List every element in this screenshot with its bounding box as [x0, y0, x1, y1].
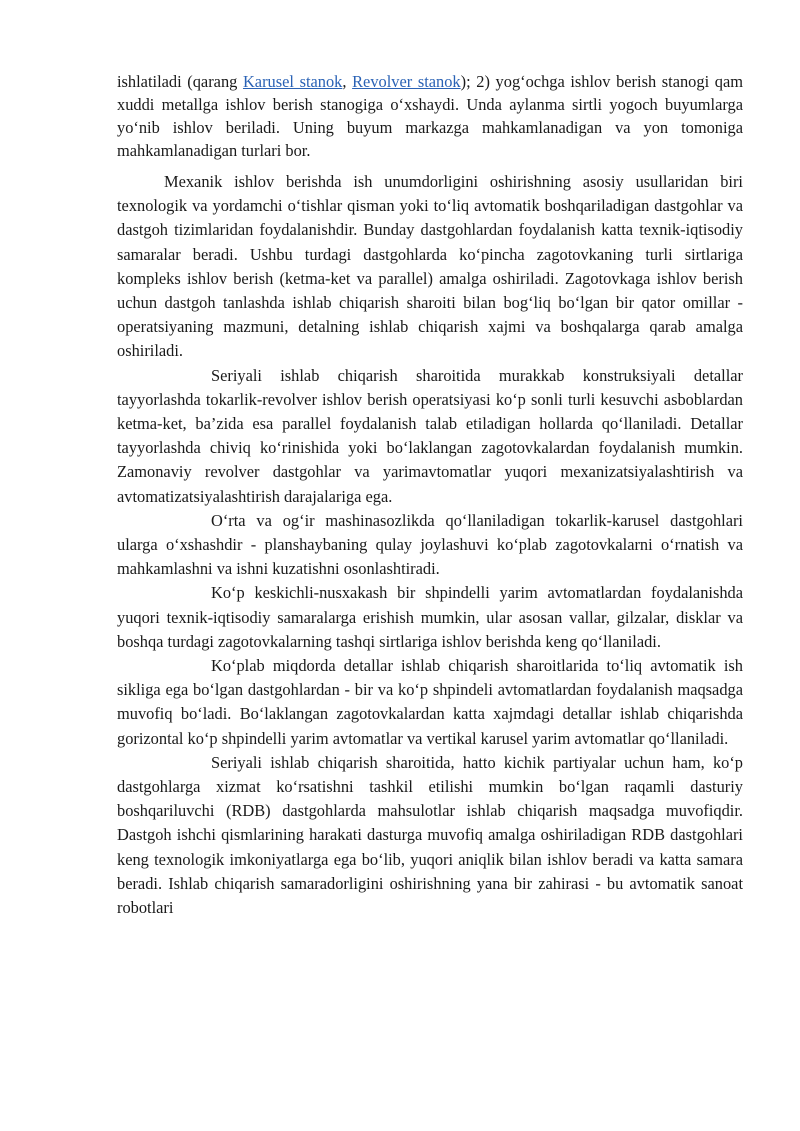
revolver-stanok-link[interactable]: Revolver stanok: [352, 72, 461, 91]
paragraph-mexanik: Mexanik ishlov berishda ish unumdorligini oshirishning asosiy usullaridan biri texnologik va yordamchi o‘tishlar qisman yoki to‘liq avtomatik boshqariladigan dastgohlar va dastgoh tizimlaridan foydalanishdir. Bunday dastgohlardan foydalanish katta texnik-iqtisodiy samaralar beradi. Ushbu turdagi dastgohlarda ko‘pincha zagotovkaning turli sirtlariga kompleks ishlov berish (ketma-ket va parallel) amalga oshiriladi. Zagotovkaga ishlov berish uchun dastgoh tanlashda ishlab chiqarish sharoiti bilan bog‘liq bo‘lgan bir qator omillar - operatsiyaning mazmuni, detalning ishlab chiqarish xajmi va boshqalarga qarab amalga oshiriladi.: [117, 172, 743, 361]
karusel-stanok-link[interactable]: Karusel stanok: [242, 72, 343, 91]
paragraph-nusxakash: Ko‘p keskichli-nusxakash bir shpindelli yarim avtomatlardan foydalanishda yuqori texnik-iqtisodiy samaralarga erishish mumkin, ular asosan vallar, gilzalar, disklar va boshqa turdagi zagotovkalarning tashqi sirtlariga ishlov berishda keng qo‘llaniladi.: [117, 583, 743, 651]
intro-post-link: ); 2) yog‘ochga ishlov berish stanogi qam xuddi metallga ishlov berish stanogiga o‘xshaydi. Unda aylanma sirtli yogoch buyumlarga yo‘nib ishlov beriladi. Uning buyum markazga mahkamlanadigan va yon tomoniga mahkamlanadigan turlari bor.: [117, 72, 743, 160]
paragraph-rdb: Seriyali ishlab chiqarish sharoitida, hatto kichik partiyalar uchun ham, ko‘p dastgohlarga xizmat ko‘rsatishni tashkil etilishi mumkin bo‘lgan raqamli dasturiy boshqariluvchi (RDB) dastgohlarda mahsulotlar ishlab chiqarish maqsadga muvofiqdir. Dastgoh ishchi qismlarining harakati dasturga muvofiq amalga oshiriladigan RDB dastgohlari keng texnologik imkoniyatlarga ega bo‘lib, yuqori aniqlik bilan ishlov beradi va katta samara beradi. Ishlab chiqarish samaradorligini oshirishning yana bir zahirasi - bu avtomatik sanoat robotlari: [117, 752, 743, 918]
document-page: [117, 70, 743, 920]
intro-separator: ,: [342, 72, 353, 91]
intro-pre-link: ishlatiladi (qarang: [117, 72, 243, 91]
paragraph-avtomatlar: Ko‘plab miqdorda detallar ishlab chiqarish sharoitlarida to‘liq avtomatik ish sikliga ega bo‘lgan dastgohlardan - bir va ko‘p shpindeli avtomatlardan foydalanish maqsadga muvofiq bo‘ladi. Bo‘laklangan zagotovkalardan katta xajmdagi detallar ishlab chiqarishda gorizontal ko‘p shpindelli yarim avtomatlar va vertikal karusel yarim avtomatlar qo‘llaniladi.: [117, 656, 743, 748]
paragraph-karusel: O‘rta va og‘ir mashinasozlikda qo‘llaniladigan tokarlik-karusel dastgohlari ularga o‘xshashdir - planshaybaning qulay joylashuvi ko‘plab zagotovkalarni o‘rnatish va mahkamlashni va ishni kuzatishni osonlashtiradi.: [117, 510, 743, 579]
paragraph-seriyali-revolver: Seriyali ishlab chiqarish sharoitida murakkab konstruksiyali detallar tayyorlashda tokarlik-revolver ishlov berish operatsiyasi ko‘p sonli turli kesuvchi asboblardan ketma-ket, ba’zida esa parallel foydalanish talab etiladigan hollarda qo‘llaniladi. Detallar tayyorlashda chiviq ko‘rinishida yoki bo‘laklangan zagotovkalardan foydalanish mumkin. Zamonaviy revolver dastgohlar va yarimavtomatlar yuqori mexanizatsiyalashtirish va avtomatizatsiyalashtirish darajalariga ega.: [117, 365, 743, 506]
intro-paragraph: [117, 70, 743, 162]
